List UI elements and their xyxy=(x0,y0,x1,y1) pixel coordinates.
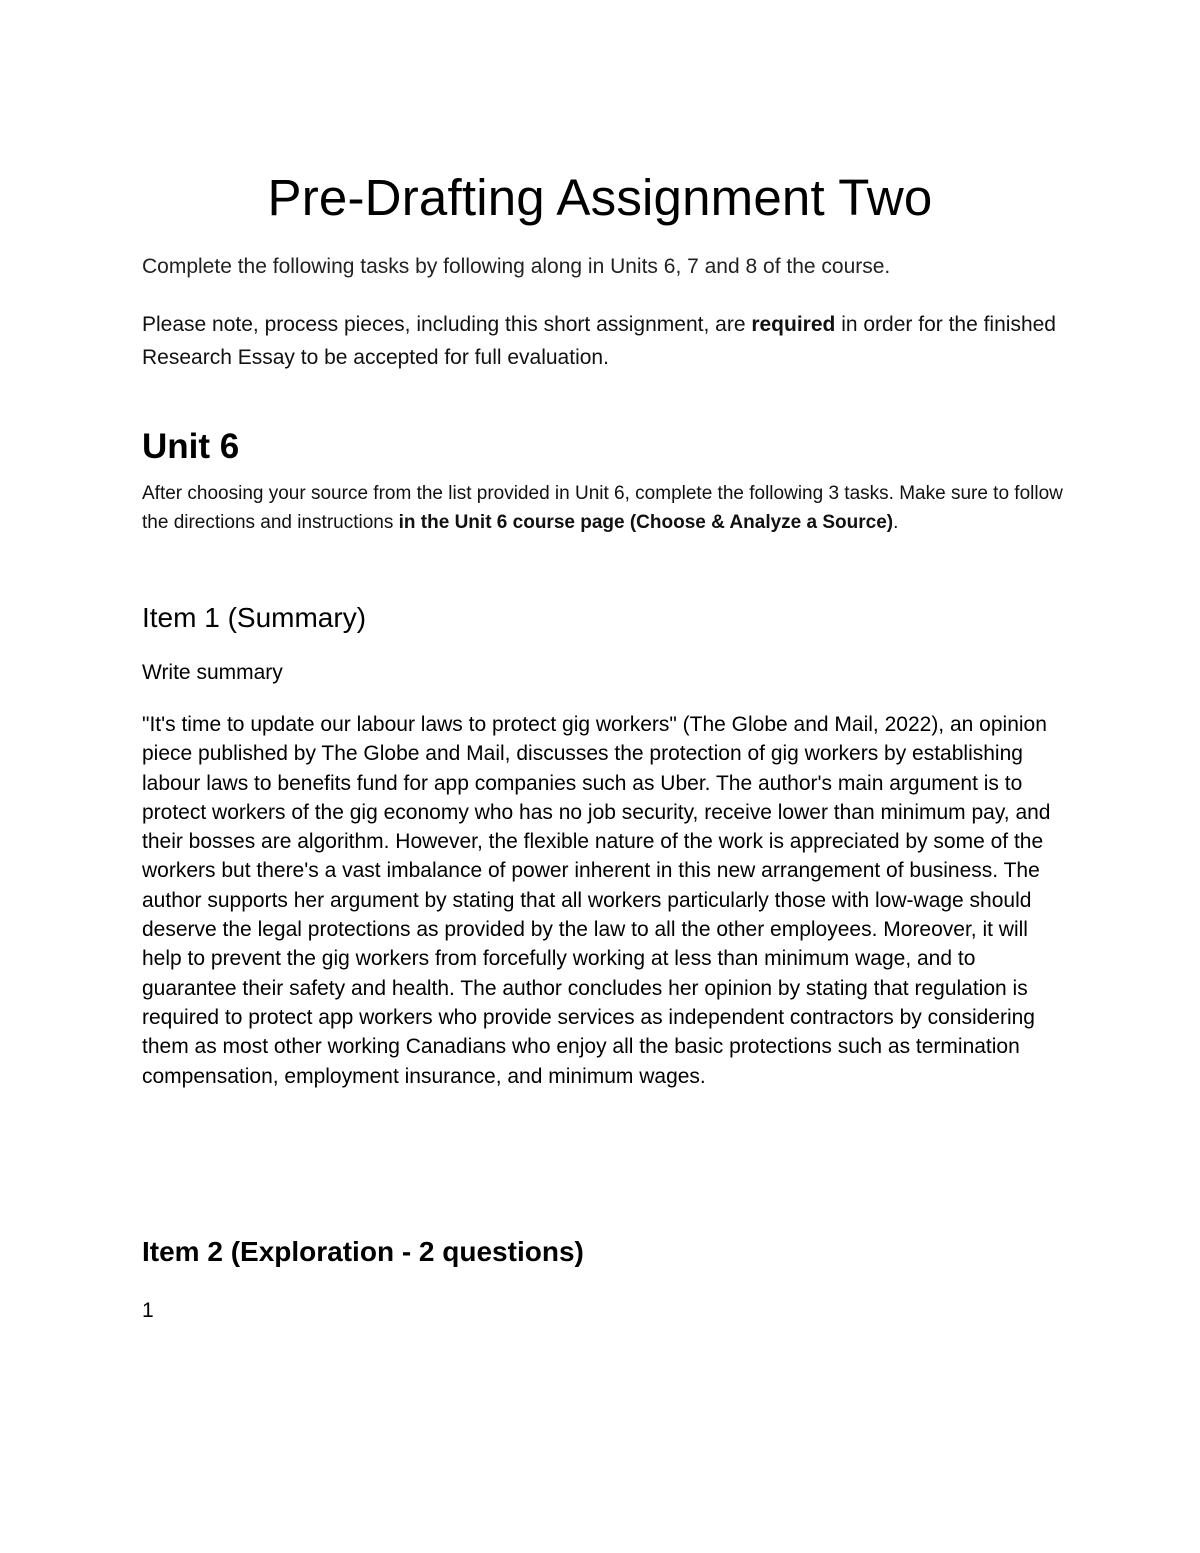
item2-question-number: 1 xyxy=(142,1299,154,1322)
note-required-emphasis: required xyxy=(751,313,836,336)
item1-prompt: Write summary xyxy=(142,661,283,684)
item1-heading: Item 1 (Summary) xyxy=(142,602,367,633)
note-text-after: in order for the finished Research Essay to be accepted for full evaluation. xyxy=(142,313,1056,369)
unit6-instructions-end: . xyxy=(893,511,899,533)
intro-paragraph: Complete the following tasks by following along in Units 6, 7 and 8 of the course. xyxy=(142,255,891,278)
unit6-heading: Unit 6 xyxy=(142,427,240,466)
page-title: Pre-Drafting Assignment Two xyxy=(267,169,933,226)
unit6-instructions-text: After choosing your source from the list provided in Unit 6, complete the following 3 tasks. Make sure to follow the directions and instructions xyxy=(142,483,1063,533)
note-text-before: Please note, process pieces, including this short assignment, are xyxy=(142,313,752,336)
unit6-instructions xyxy=(142,480,1067,537)
unit6-instructions-emphasis: in the Unit 6 course page (Choose & Analyze a Source) xyxy=(398,511,894,533)
item2-heading: Item 2 (Exploration - 2 questions) xyxy=(142,1236,584,1267)
summary-paragraph: "It's time to update our labour laws to protect gig workers" (The Globe and Mail, 2022), an opinion piece published by The Globe and Mail, discusses the protection of gig workers by establishing labour laws to benefits fund for app companies such as Uber. The author's main argument is to protect workers of the gig economy who has no job security, receive lower than minimum pay, and their bosses are algorithm. However, the flexible nature of the work is appreciated by some of the workers but there's a vast imbalance of power inherent in this new arrangement of business. The author supports her argument by stating that all workers particularly those with low-wage should deserve the legal protections as provided by the law to all the other employees. Moreover, it will help to prevent the gig workers from forcefully working at less than minimum wage, and to guarantee their safety and health. The author concludes her opinion by stating that regulation is required to protect app workers who provide services as independent contractors by considering them as most other working Canadians who enjoy all the basic protections such as termination compensation, employment insurance, and minimum wages. xyxy=(142,713,1051,1088)
note-paragraph xyxy=(142,308,1072,374)
